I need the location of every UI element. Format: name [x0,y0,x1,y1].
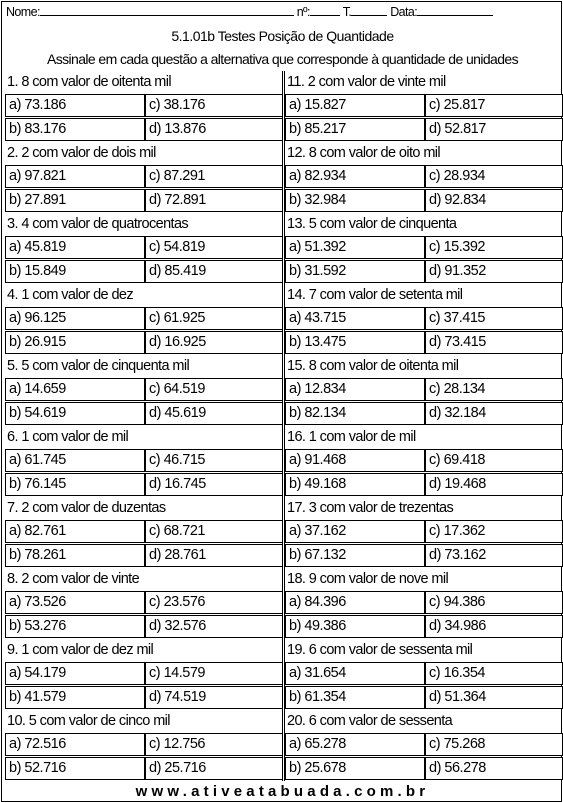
option-a[interactable]: a) 73.186 [5,94,145,117]
question-text: 13. 5 com valor de cinquenta [287,216,457,232]
option-row [5,615,283,639]
question-text: 15. 8 com valor de oitenta mil [287,358,459,374]
option-row [285,544,563,568]
question-item [5,426,283,497]
option-d[interactable]: d) 19.468 [425,473,563,496]
option-c[interactable]: c) 28.134 [425,378,563,401]
option-d[interactable]: d) 13.876 [145,118,283,141]
option-d[interactable]: d) 56.278 [425,757,563,780]
option-row [5,520,283,544]
option-row [285,473,563,497]
option-row [5,544,283,568]
option-d[interactable]: d) 16.925 [145,331,283,354]
option-c[interactable]: c) 61.925 [145,307,283,330]
option-d[interactable]: d) 85.419 [145,260,283,283]
question-text: 10. 5 com valor de cinco mil [7,713,170,729]
option-row [285,757,563,781]
option-b[interactable]: b) 27.891 [5,189,145,212]
question-text: 8. 2 com valor de vinte [7,571,140,587]
option-a[interactable]: a) 54.179 [5,662,145,685]
option-c[interactable]: c) 12.756 [145,733,283,756]
option-row [285,236,563,260]
option-d[interactable]: d) 32.184 [425,402,563,425]
question-text: 7. 2 com valor de duzentas [7,500,166,516]
option-row [285,520,563,544]
option-row [285,686,563,710]
option-row [5,591,283,615]
option-a[interactable]: a) 15.827 [285,94,425,117]
question-item [5,710,283,781]
option-b[interactable]: b) 85.217 [285,118,425,141]
name-label: Nome: [6,5,40,19]
option-row [285,307,563,331]
option-row [285,189,563,213]
option-row [285,591,563,615]
option-row [285,662,563,686]
option-c[interactable]: c) 15.392 [425,236,563,259]
option-row [5,236,283,260]
question-text: 6. 1 com valor de mil [7,429,129,445]
option-c[interactable]: c) 28.934 [425,165,563,188]
class-line [351,4,387,16]
question-item [285,568,563,639]
option-a[interactable]: a) 37.162 [285,520,425,543]
number-line [310,4,340,16]
option-row [5,757,283,781]
question-text: 4. 1 com valor de dez [7,287,134,303]
option-row [285,260,563,284]
option-b[interactable]: b) 49.168 [285,473,425,496]
option-row [5,307,283,331]
question-item [5,284,283,355]
option-a[interactable]: a) 91.468 [285,449,425,472]
question-item [5,142,283,213]
option-d[interactable]: d) 74.519 [145,686,283,709]
option-row [285,615,563,639]
option-row [5,378,283,402]
option-row [285,165,563,189]
option-row [285,733,563,757]
option-b[interactable]: b) 78.261 [5,544,145,567]
option-row [5,449,283,473]
question-item [285,710,563,781]
option-b[interactable]: b) 76.145 [5,473,145,496]
option-d[interactable]: d) 92.834 [425,189,563,212]
name-line [40,4,294,16]
option-b[interactable]: b) 41.579 [5,686,145,709]
option-d[interactable]: d) 16.745 [145,473,283,496]
option-b[interactable]: b) 82.134 [285,402,425,425]
option-b[interactable]: b) 49.386 [285,615,425,638]
question-text: 1. 8 com valor de oitenta mil [7,74,171,90]
option-d[interactable]: d) 34.986 [425,615,563,638]
number-label: nº: [296,5,310,19]
question-text: 2. 2 com valor de dois mil [7,145,156,161]
option-row [285,94,563,118]
option-a[interactable]: a) 45.819 [5,236,145,259]
question-item [285,355,563,426]
option-b[interactable]: b) 83.176 [5,118,145,141]
option-b[interactable]: b) 26.915 [5,331,145,354]
page-title: 5.1.01b Testes Posição de Quantidade [171,28,394,44]
left-column [5,71,283,781]
student-header [6,4,559,22]
question-item [5,568,283,639]
question-text: 16. 1 com valor de mil [287,429,416,445]
option-row [285,449,563,473]
question-text: 18. 9 com valor de nove mil [287,571,449,587]
option-d[interactable]: d) 52.817 [425,118,563,141]
question-item [5,355,283,426]
option-d[interactable]: d) 25.716 [145,757,283,780]
option-c[interactable]: c) 37.415 [425,307,563,330]
option-a[interactable]: a) 12.834 [285,378,425,401]
option-row [285,118,563,142]
option-c[interactable]: c) 54.819 [145,236,283,259]
option-row [5,662,283,686]
option-row [5,118,283,142]
option-c[interactable]: c) 46.715 [145,449,283,472]
option-a[interactable]: a) 61.745 [5,449,145,472]
option-row [5,94,283,118]
option-row [5,733,283,757]
option-c[interactable]: c) 16.354 [425,662,563,685]
option-b[interactable]: b) 54.619 [5,402,145,425]
option-a[interactable]: a) 51.392 [285,236,425,259]
question-item [285,71,563,142]
question-text: 3. 4 com valor de quatrocentas [7,216,189,232]
question-item [5,639,283,710]
question-text: 5. 5 com valor de cinquenta mil [7,358,190,374]
option-d[interactable]: d) 73.415 [425,331,563,354]
option-d[interactable]: d) 51.364 [425,686,563,709]
option-d[interactable]: d) 32.576 [145,615,283,638]
option-d[interactable]: d) 73.162 [425,544,563,567]
option-row [5,165,283,189]
option-b[interactable]: b) 31.592 [285,260,425,283]
question-item [285,142,563,213]
worksheet [1,1,562,802]
option-a[interactable]: a) 65.278 [285,733,425,756]
question-text: 14. 7 com valor de setenta mil [287,287,463,303]
question-text: 20. 6 com valor de sessenta [287,713,453,729]
option-a[interactable]: a) 96.125 [5,307,145,330]
option-row [5,189,283,213]
option-a[interactable]: a) 84.396 [285,591,425,614]
option-b[interactable]: b) 67.132 [285,544,425,567]
option-row [5,331,283,355]
question-text: 12. 8 com valor de oito mil [287,145,441,161]
question-text: 11. 2 com valor de vinte mil [287,74,446,90]
option-c[interactable]: c) 69.418 [425,449,563,472]
option-b[interactable]: b) 25.678 [285,757,425,780]
option-c[interactable]: c) 94.386 [425,591,563,614]
option-c[interactable]: c) 17.362 [425,520,563,543]
option-a[interactable]: a) 72.516 [5,733,145,756]
right-column [285,71,563,781]
question-text: 17. 3 com valor de trezentas [287,500,454,516]
class-label: T. [342,5,352,19]
option-row [5,260,283,284]
option-c[interactable]: c) 75.268 [425,733,563,756]
option-b[interactable]: b) 32.984 [285,189,425,212]
option-row [285,378,563,402]
option-b[interactable]: b) 15.849 [5,260,145,283]
question-item [5,497,283,568]
option-b[interactable]: b) 61.354 [285,686,425,709]
option-a[interactable]: a) 31.654 [285,662,425,685]
option-a[interactable]: a) 82.761 [5,520,145,543]
option-b[interactable]: b) 53.276 [5,615,145,638]
site-footer: www.ativeatabuada.com.br [135,783,430,800]
question-item [285,426,563,497]
option-c[interactable]: c) 68.721 [145,520,283,543]
option-d[interactable]: d) 45.619 [145,402,283,425]
question-item [285,639,563,710]
question-item [5,213,283,284]
question-item [285,213,563,284]
option-a[interactable]: a) 14.659 [5,378,145,401]
question-item [5,71,283,142]
option-b[interactable]: b) 52.716 [5,757,145,780]
option-row [285,402,563,426]
date-label: Data: [390,5,418,19]
question-text: 9. 1 com valor de dez mil [7,642,154,658]
question-text: 19. 6 com valor de sessenta mil [287,642,473,658]
option-c[interactable]: c) 23.576 [145,591,283,614]
option-a[interactable]: a) 82.934 [285,165,425,188]
option-d[interactable]: d) 91.352 [425,260,563,283]
option-c[interactable]: c) 25.817 [425,94,563,117]
date-line [417,4,493,16]
option-c[interactable]: c) 87.291 [145,165,283,188]
option-a[interactable]: a) 43.715 [285,307,425,330]
option-a[interactable]: a) 73.526 [5,591,145,614]
option-b[interactable]: b) 13.475 [285,331,425,354]
option-row [285,331,563,355]
option-row [5,402,283,426]
instructions: Assinale em cada questão a alternativa que corresponde à quantidade de unidades [47,51,518,67]
option-c[interactable]: c) 38.176 [145,94,283,117]
option-d[interactable]: d) 28.761 [145,544,283,567]
option-c[interactable]: c) 14.579 [145,662,283,685]
option-row [5,473,283,497]
question-item [285,284,563,355]
option-c[interactable]: c) 64.519 [145,378,283,401]
question-item [285,497,563,568]
option-d[interactable]: d) 72.891 [145,189,283,212]
option-row [5,686,283,710]
option-a[interactable]: a) 97.821 [5,165,145,188]
